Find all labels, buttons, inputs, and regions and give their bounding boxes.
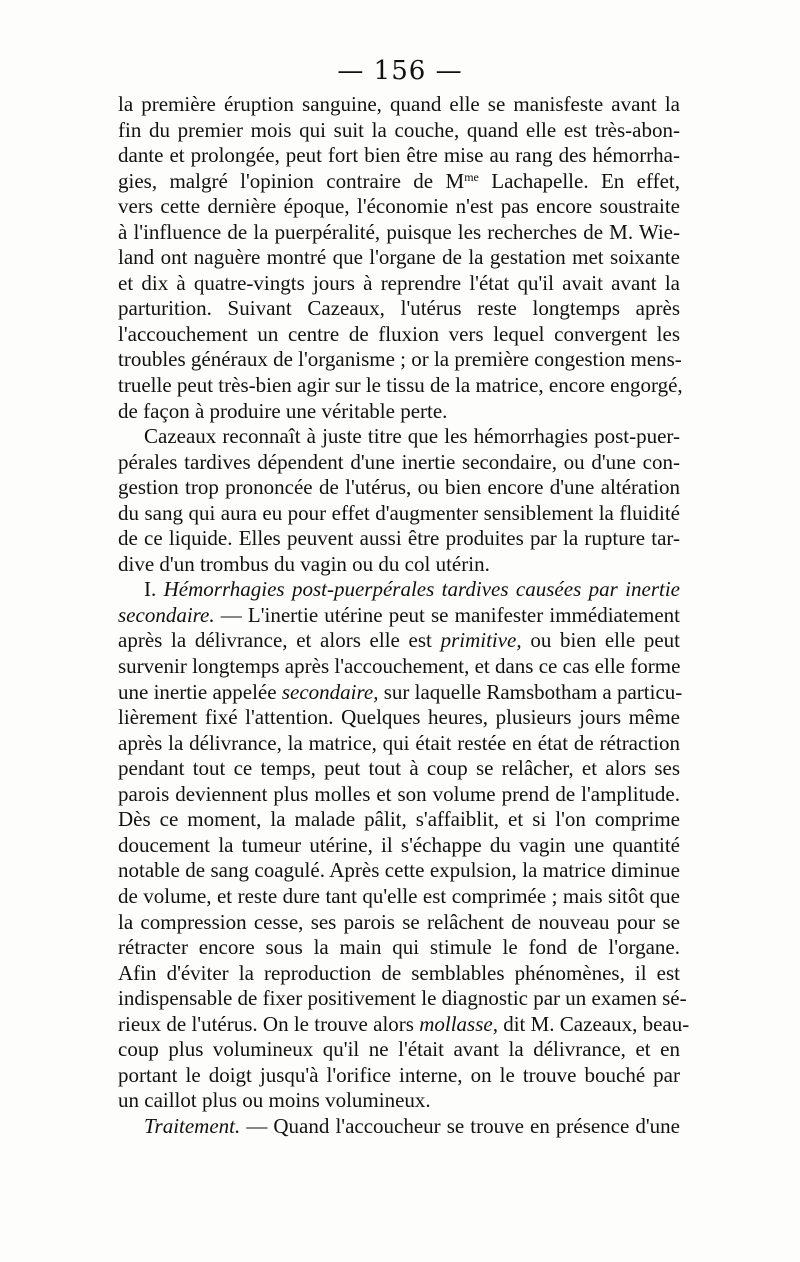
page-number: — 156 — (337, 56, 463, 86)
text-line: secondaire. — L'inertie utérine peut se manifester immédiatement (118, 602, 680, 627)
text-line: survenir longtemps après l'accouchement, et dans ce cas elle forme (118, 654, 681, 679)
italic-term: primitive, (440, 628, 522, 653)
text-line: doucement la tumeur utérine, il s'échappe du vagin une quantité (118, 832, 680, 857)
text-line: de ce liquide. Elles peuvent aussi être produites par la rupture tar- (118, 526, 680, 551)
text-line: la première éruption sanguine, quand elle se manisfeste avant la (118, 92, 680, 116)
text-line: du sang qui aura eu pour effet d'augmenter sensiblement la fluidité (118, 500, 680, 525)
text-line: gestion trop prononcée de l'utérus, ou bien encore d'une altération (118, 475, 680, 500)
text-line: land ont naguère montré que l'organe de la gestation met soixante (118, 245, 680, 270)
text-line: la compression cesse, ses parois se relâchent de nouveau pour se (118, 909, 680, 934)
text-line: après la délivrance, et alors elle est primitive, ou bien elle peut (118, 628, 680, 653)
text-line: coup plus volumineux qu'il ne l'était avant la délivrance, et en (118, 1037, 680, 1062)
text-line: Dès ce moment, la malade pâlit, s'affaiblit, et si l'on comprime (118, 807, 680, 832)
text-line: troubles généraux de l'organisme ; or la première congestion mens- (118, 347, 682, 372)
text-line: notable de sang coagulé. Après cette expulsion, la matrice diminue (118, 858, 680, 883)
text-line: pérales tardives dépendent d'une inertie secondaire, ou d'une con- (118, 449, 680, 474)
text-line: dive d'un trombus du vagin ou du col utérin. (118, 551, 490, 576)
text-line: rétracter encore sous la main qui stimule le fond de l'organe. (118, 935, 680, 960)
text-line: portant le doigt jusqu'à l'orifice interne, on le trouve bouché par (118, 1062, 680, 1087)
text-line: de façon à produire une véritable perte. (118, 398, 448, 423)
text-line: vers cette dernière époque, l'économie n'est pas encore soustraite (118, 194, 680, 219)
text-line: truelle peut très-bien agir sur le tissu de la matrice, encore engorgé, (118, 373, 683, 398)
text-line: Traitement. — Quand l'accoucheur se trouve en présence d'une (144, 1113, 680, 1138)
text-line: l'accouchement un centre de fluxion vers lequel convergent les (118, 321, 680, 346)
text-line: pendant tout ce temps, peut tout à coup se relâcher, et alors ses (118, 756, 680, 781)
text-line: lièrement fixé l'attention. Quelques heures, plusieurs jours même (118, 705, 680, 730)
text-line: parois deviennent plus molles et son volume prend de l'amplitude. (118, 781, 680, 806)
italic-term: secondaire, (281, 679, 379, 704)
section-heading-end: secondaire. (118, 602, 215, 627)
text-line: une inertie appelée secondaire, sur laquelle Ramsbotham a particu- (118, 679, 683, 704)
text-line: de volume, et reste dure tant qu'elle est comprimée ; mais sitôt que (118, 883, 680, 908)
italic-term: mollasse, (419, 1011, 498, 1036)
text-line: et dix à quatre-vingts jours à reprendre l'état qu'il avait avant la (118, 270, 680, 295)
text-line: dante et prolongée, peut fort bien être mise au rang des hémorrha- (118, 143, 680, 168)
text-line: un caillot plus ou moins volumineux. (118, 1088, 431, 1113)
text-line: parturition. Suivant Cazeaux, l'utérus reste longtemps après (118, 296, 680, 321)
text-line: fin du premier mois qui suit la couche, quand elle est très-abon- (118, 117, 680, 142)
text-line: indispensable de fixer positivement le diagnostic par un examen sé- (118, 986, 687, 1011)
body-text (118, 92, 690, 1139)
text-line: rieux de l'utérus. On le trouve alors mollasse, dit M. Cazeaux, beau- (118, 1011, 690, 1036)
text-line: gies, malgré l'opinion contraire de $M^{me}$ Lachapelle. En effet, (118, 168, 681, 193)
text-line: Afin d'éviter la reproduction de semblables phénomènes, il est (118, 960, 680, 985)
text-line: après la délivrance, la matrice, qui était restée en état de rétraction (118, 730, 680, 755)
text-line: I. Hémorrhagies post-puerpérales tardives causées par inertie (144, 577, 680, 602)
section-heading: Traitement. (144, 1113, 241, 1138)
section-heading: Hémorrhagies post-puerpérales tardives causées par inertie (163, 577, 680, 602)
text-line: à l'influence de la puerpéralité, puisque les recherches de M. Wie- (118, 219, 680, 244)
superscript: me (464, 169, 479, 184)
text-line: Cazeaux reconnaît à juste titre que les hémorrhagies post-puer- (144, 424, 680, 449)
